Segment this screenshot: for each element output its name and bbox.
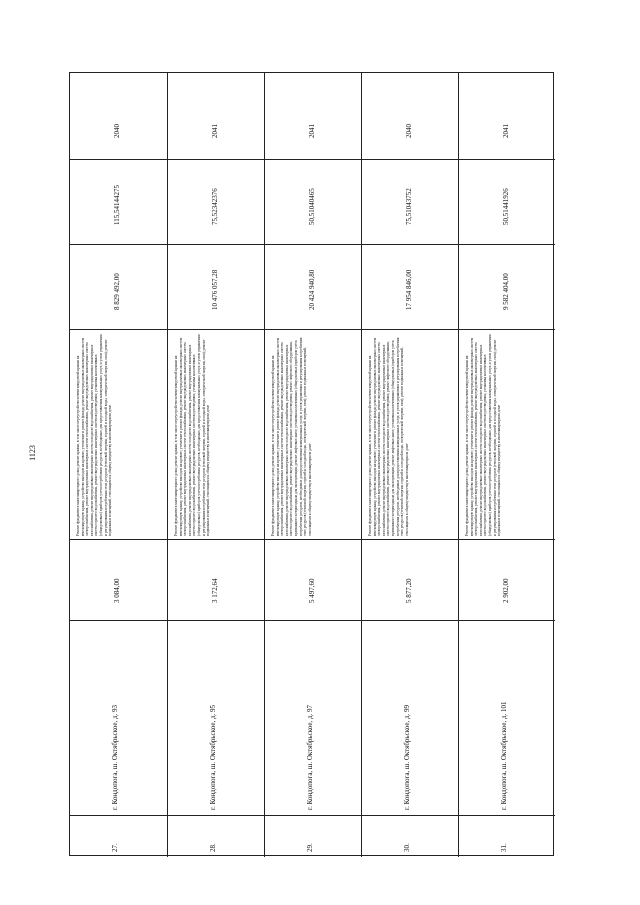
cell-cost — [70, 244, 167, 329]
address-text: г. Кондопога, ш. Октябрьское, д. 99 — [402, 704, 411, 810]
cell-description — [70, 329, 167, 539]
num-text: 31. — [499, 843, 508, 852]
cell-address — [459, 620, 555, 815]
cell-cost — [459, 244, 555, 329]
unit-cost-text: 115,54144275 — [112, 184, 121, 225]
page-number: 1123 — [28, 445, 37, 461]
year-text: 2041 — [501, 124, 510, 138]
unit-cost-text: 75,51043752 — [404, 187, 413, 225]
capital-repair-table — [69, 72, 554, 856]
cost-text: 20 424 940,80 — [307, 269, 316, 310]
cell-address — [168, 620, 264, 815]
cell-description — [168, 329, 264, 539]
cost-text: 10 476 057,28 — [210, 269, 219, 310]
table-row — [167, 73, 264, 857]
cell-description — [362, 329, 458, 539]
cell-num — [265, 815, 361, 857]
cell-year — [459, 73, 555, 159]
cell-address — [265, 620, 361, 815]
cell-address — [362, 620, 458, 815]
num-text: 27. — [110, 843, 119, 852]
area-text: 3 172,64 — [210, 578, 219, 603]
cell-area — [265, 539, 361, 620]
num-text: 30. — [402, 843, 411, 852]
year-text: 2040 — [112, 124, 121, 138]
cell-year — [265, 73, 361, 159]
area-text: 5 497,60 — [307, 578, 316, 603]
cell-description — [265, 329, 361, 539]
description-text: Ремонт фундамента многоквартирного дома; ремонт крыши, в том числе переустройство невентилируемой крыши на вентилируемую крышу, устройство выходов на кровлю; утепление и ремонт фасада; ремонт внутридомовых инженерных систем электроснабжения, ремонт внутридомовых инженерных систем теплоснабжения, ремонт внутридомовых инженерных систем газоснабжения, ремонт внутридомовых инженерных систем холодного водоснабжения, ремонт внутридомовых инженерных систем горячего водоснабжения, ремонт внутридомовых инженерных систем водоотведения; установка коллективных (общедомовых) приборов учета потребления ресурсов, необходимых для предоставления коммунальных услуг, и узлов управления и регулирования потребления этих ресурсов (тепловой энергии, горячей и холодной воды, электрической энергии, газа); ремонт подвальных помещений, относящихся к общему имуществу в многоквартирном доме — [76, 334, 113, 536]
address-text: г. Кондопога, ш. Октябрьское, д. 93 — [110, 704, 119, 810]
unit-cost-text: 75,52342376 — [210, 187, 219, 225]
description-text: Ремонт фундамента многоквартирного дома; ремонт крыши, в том числе переустройство невентилируемой крыши на вентилируемую крышу, устройство выходов на кровлю; утепление и ремонт фасада; ремонт внутридомовых инженерных систем электроснабжения, ремонт внутридомовых инженерных систем теплоснабжения, ремонт внутридомовых инженерных систем газоснабжения, ремонт внутридомовых инженерных систем холодного водоснабжения, ремонт внутридомовых инженерных систем горячего водоснабжения, ремонт внутридомовых инженерных систем водоотведения; ремонт лифтового оборудования, признанного непригодным для эксплуатации, ремонт лифтовых шахт; установка коллективных (общедомовых) приборов учета потребления ресурсов, необходимых для предоставления коммунальных услуг, и узлов управления и регулирования потребления этих ресурсов (тепловой энергии, горячей и холодной воды, электрической энергии, газа); ремонт подвальных помещений, относящихся к общему имуществу в многоквартирном доме — [368, 337, 409, 536]
table-row — [458, 73, 555, 857]
description-text: Ремонт фундамента многоквартирного дома; ремонт крыши, в том числе переустройство невентилируемой крыши на вентилируемую крышу, устройство выходов на кровлю; утепление и ремонт фасада; ремонт внутридомовых инженерных систем электроснабжения, ремонт внутридомовых инженерных систем теплоснабжения, ремонт внутридомовых инженерных систем газоснабжения, ремонт внутридомовых инженерных систем холодного водоснабжения, ремонт внутридомовых инженерных систем горячего водоснабжения, ремонт внутридомовых инженерных систем водоотведения; установка коллективных (общедомовых) приборов учета потребления ресурсов, необходимых для предоставления коммунальных услуг, и узлов управления и регулирования потребления этих ресурсов (тепловой энергии, горячей и холодной воды, электрической энергии, газа); ремонт подвальных помещений, относящихся к общему имуществу в многоквартирном доме — [174, 334, 211, 536]
table-row — [264, 73, 361, 857]
cell-unit-cost — [362, 159, 458, 244]
cost-text: 8 829 492,00 — [112, 272, 121, 310]
cell-year — [362, 73, 458, 159]
area-text: 2 902,00 — [501, 578, 510, 603]
cell-year — [70, 73, 167, 159]
cell-address — [70, 620, 167, 815]
cost-text: 17 954 846,00 — [404, 269, 413, 310]
description-text: Ремонт фундамента многоквартирного дома; ремонт крыши, в том числе переустройство невентилируемой крыши на вентилируемую крышу, устройство выходов на кровлю; утепление и ремонт фасада; ремонт внутридомовых инженерных систем электроснабжения, ремонт внутридомовых инженерных систем теплоснабжения, ремонт внутридомовых инженерных систем газоснабжения, ремонт внутридомовых инженерных систем холодного водоснабжения, ремонт внутридомовых инженерных систем горячего водоснабжения, ремонт внутридомовых инженерных систем водоотведения; ремонт лифтового оборудования, признанного непригодным для эксплуатации, ремонт лифтовых шахт; установка коллективных (общедомовых) приборов учета потребления ресурсов, необходимых для предоставления коммунальных услуг, и узлов управления и регулирования потребления этих ресурсов (тепловой энергии, горячей и холодной воды, электрической энергии, газа); ремонт подвальных помещений, относящихся к общему имуществу в многоквартирном доме — [271, 337, 312, 536]
cell-description — [459, 329, 555, 539]
cell-unit-cost — [70, 159, 167, 244]
cell-area — [70, 539, 167, 620]
year-text: 2040 — [404, 124, 413, 138]
cell-area — [459, 539, 555, 620]
cell-year — [168, 73, 264, 159]
area-text: 3 084,00 — [112, 578, 121, 603]
area-text: 5 877,20 — [404, 578, 413, 603]
description-text: Ремонт фундамента многоквартирного дома; ремонт крыши, в том числе переустройство невентилируемой крыши на вентилируемую крышу, устройство выходов на кровлю; утепление и ремонт фасада; ремонт внутридомовых инженерных систем электроснабжения, ремонт внутридомовых инженерных систем теплоснабжения, ремонт внутридомовых инженерных систем газоснабжения, ремонт внутридомовых инженерных систем холодного водоснабжения, ремонт внутридомовых инженерных систем горячего водоснабжения, ремонт внутридомовых инженерных систем водоотведения; установка коллективных (общедомовых) приборов учета потребления ресурсов, необходимых для предоставления коммунальных услуг, и узлов управления и регулирования потребления этих ресурсов (тепловой энергии, горячей и холодной воды, электрической энергии, газа); ремонт подвальных помещений, относящихся к общему имуществу в многоквартирном доме — [465, 334, 502, 536]
cell-cost — [168, 244, 264, 329]
cell-num — [70, 815, 167, 857]
address-text: г. Кондопога, ш. Октябрьское, д. 101 — [499, 701, 508, 810]
cell-num — [168, 815, 264, 857]
table-row — [70, 73, 167, 857]
cell-unit-cost — [459, 159, 555, 244]
num-text: 29. — [305, 843, 314, 852]
cell-cost — [362, 244, 458, 329]
cell-cost — [265, 244, 361, 329]
cell-num — [459, 815, 555, 857]
year-text: 2041 — [307, 124, 316, 138]
cell-unit-cost — [265, 159, 361, 244]
cell-area — [362, 539, 458, 620]
address-text: г. Кондопога, ш. Октябрьское, д. 95 — [208, 704, 217, 810]
cell-num — [362, 815, 458, 857]
year-text: 2041 — [210, 124, 219, 138]
unit-cost-text: 50,51040465 — [307, 187, 316, 225]
address-text: г. Кондопога, ш. Октябрьское, д. 97 — [305, 704, 314, 810]
cost-text: 9 582 404,00 — [501, 272, 510, 310]
cell-area — [168, 539, 264, 620]
unit-cost-text: 50,51441926 — [501, 187, 510, 225]
num-text: 28. — [208, 843, 217, 852]
cell-unit-cost — [168, 159, 264, 244]
table-row — [361, 73, 458, 857]
